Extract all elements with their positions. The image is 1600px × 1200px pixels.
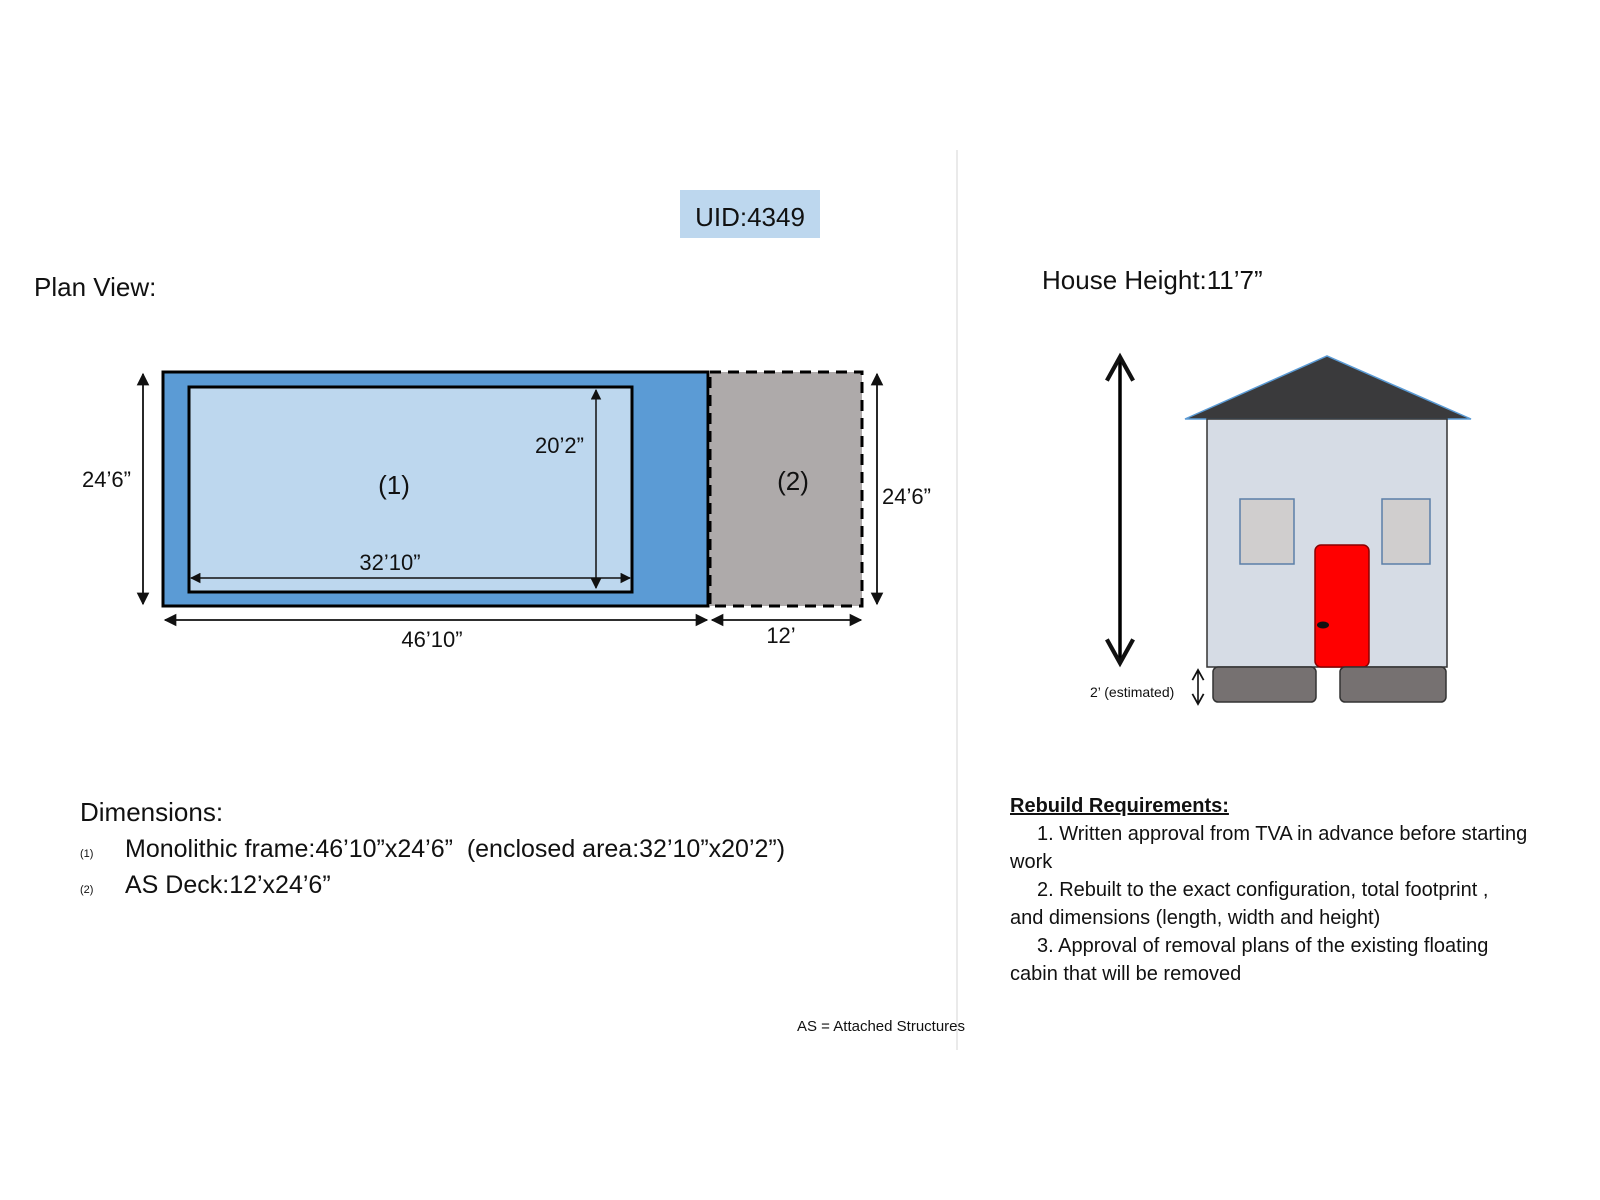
- foundation-block-left: [1213, 667, 1316, 702]
- deck-height-label: 24’6”: [882, 484, 931, 509]
- rebuild-line-4: and dimensions (length, width and height): [1010, 907, 1381, 929]
- dimension-item-1-marker: (1): [80, 848, 94, 860]
- frame-height-label: 24’6”: [82, 467, 131, 492]
- frame-region-label: (1): [378, 470, 410, 500]
- rebuild-line-6: cabin that will be removed: [1010, 963, 1242, 985]
- rebuild-line-3: 2. Rebuilt to the exact configuration, total footprint ,: [1037, 879, 1489, 901]
- dimensions-title: Dimensions:: [80, 797, 224, 827]
- rebuild-requirements-title: Rebuild Requirements:: [1010, 795, 1229, 817]
- rebuild-line-2: work: [1010, 851, 1053, 873]
- house-roof: [1185, 356, 1471, 419]
- rebuild-line-5: 3. Approval of removal plans of the existing floating: [1037, 935, 1489, 957]
- house-window-right: [1382, 499, 1430, 564]
- dimension-item-2-text: AS Deck:12’x24’6”: [125, 871, 331, 899]
- enclosed-width-label: 32’10”: [359, 550, 421, 575]
- house-door: [1315, 545, 1369, 667]
- enclosed-height-label: 20’2”: [535, 433, 584, 458]
- foundation-block-right: [1340, 667, 1446, 702]
- house-height-title: House Height:11’7”: [1042, 265, 1263, 295]
- dimension-item-1-text: Monolithic frame:46’10”x24’6” (enclosed area:32’10”x20’2”): [125, 835, 786, 863]
- rebuild-line-1: 1. Written approval from TVA in advance before starting: [1037, 823, 1528, 845]
- base-height-label: 2’ (estimated): [1090, 684, 1175, 700]
- frame-width-label: 46’10”: [401, 627, 463, 652]
- footnote-attached-structures: AS = Attached Structures: [797, 1018, 966, 1035]
- deck-width-label: 12’: [766, 623, 796, 648]
- plan-view-title: Plan View:: [34, 272, 157, 302]
- dimension-item-2-marker: (2): [80, 884, 94, 896]
- deck-region-label: (2): [777, 466, 809, 496]
- house-window-left: [1240, 499, 1294, 564]
- door-knob: [1317, 622, 1329, 629]
- uid-badge-text: UID:4349: [695, 202, 805, 232]
